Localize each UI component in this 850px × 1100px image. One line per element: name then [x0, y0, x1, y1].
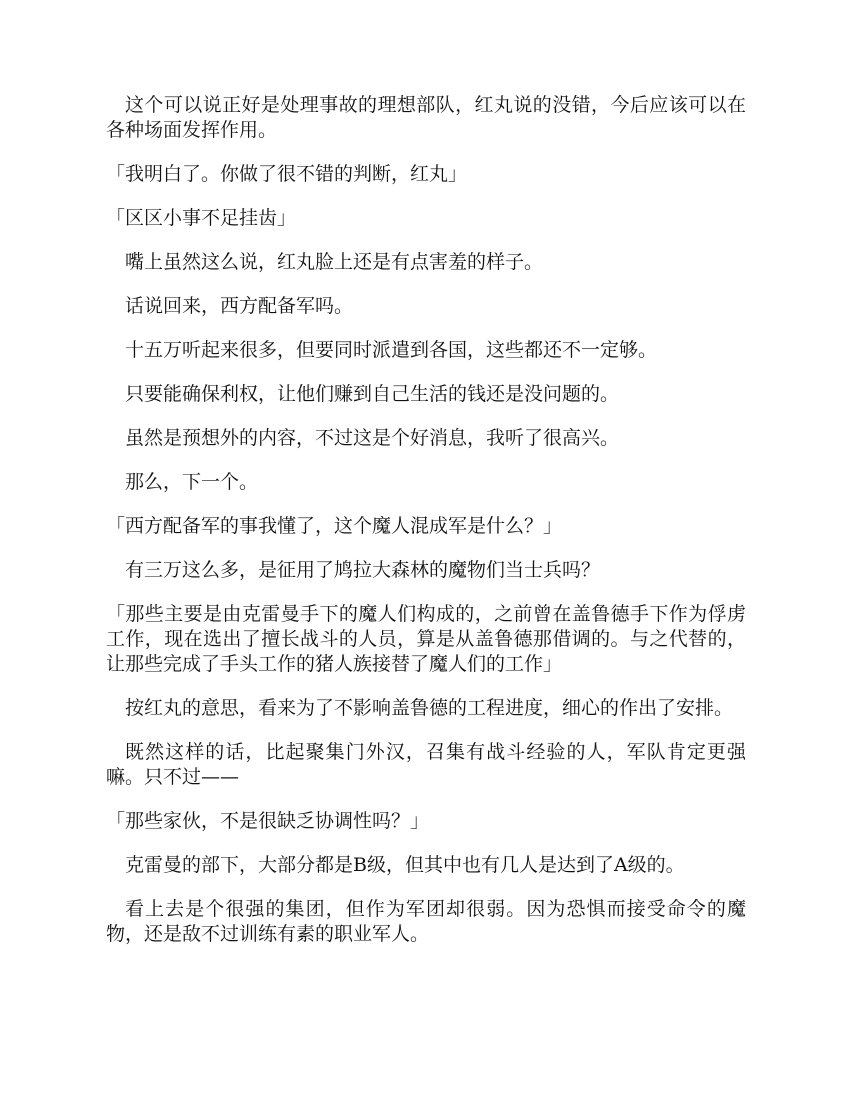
paragraph-15: 「那些家伙，不是很缺乏协调性吗？」 [106, 810, 430, 832]
paragraph-9: 那么，下一个。 [125, 471, 259, 493]
paragraph-3: 「区区小事不足挂齿」 [106, 207, 297, 229]
paragraph-11: 有三万这么多，是征用了鸠拉大森林的魔物们当士兵吗？ [125, 559, 601, 581]
paragraph-1: 这个可以说正好是处理事故的理想部队，红丸说的没错，今后应该可以在各种场面发挥作用。 [106, 94, 746, 141]
paragraph-6: 十五万听起来很多，但要同时派遣到各国，这些都还不一定够。 [125, 339, 658, 361]
paragraph-4: 嘴上虽然这么说，红丸脸上还是有点害羞的样子。 [125, 251, 544, 273]
paragraph-2: 「我明白了。你做了很不错的判断，红丸」 [106, 163, 468, 185]
paragraph-5: 话说回来，西方配备军吗。 [125, 295, 354, 317]
paragraph-8: 虽然是预想外的内容，不过这是个好消息，我听了很高兴。 [125, 427, 620, 449]
paragraph-13: 按红丸的意思，看来为了不影响盖鲁德的工程进度，细心的作出了安排。 [125, 697, 734, 719]
paragraph-16: 克雷曼的部下，大部分都是B级，但其中也有几人是达到了A级的。 [125, 854, 685, 876]
paragraph-10: 「西方配备军的事我懂了，这个魔人混成军是什么？」 [106, 515, 563, 537]
paragraph-7: 只要能确保利权，让他们赚到自己生活的钱还是没问题的。 [125, 383, 620, 405]
paragraph-12: 「那些主要是由克雷曼手下的魔人们构成的，之前曾在盖鲁德手下作为俘虏工作，现在选出了擅长战斗的人员，算是从盖鲁德那借调的。与之代替的，让那些完成了手头工作的猪人族接替了魔人们的工作」 [106, 603, 746, 675]
paragraph-17: 看上去是个很强的集团，但作为军团却很弱。因为恐惧而接受命令的魔物，还是敌不过训练有素的职业军人。 [106, 898, 746, 945]
document-page [106, 93, 746, 966]
paragraph-14: 既然这样的话，比起聚集门外汉，召集有战斗经验的人，军队肯定更强嘛。只不过—— [106, 741, 746, 788]
